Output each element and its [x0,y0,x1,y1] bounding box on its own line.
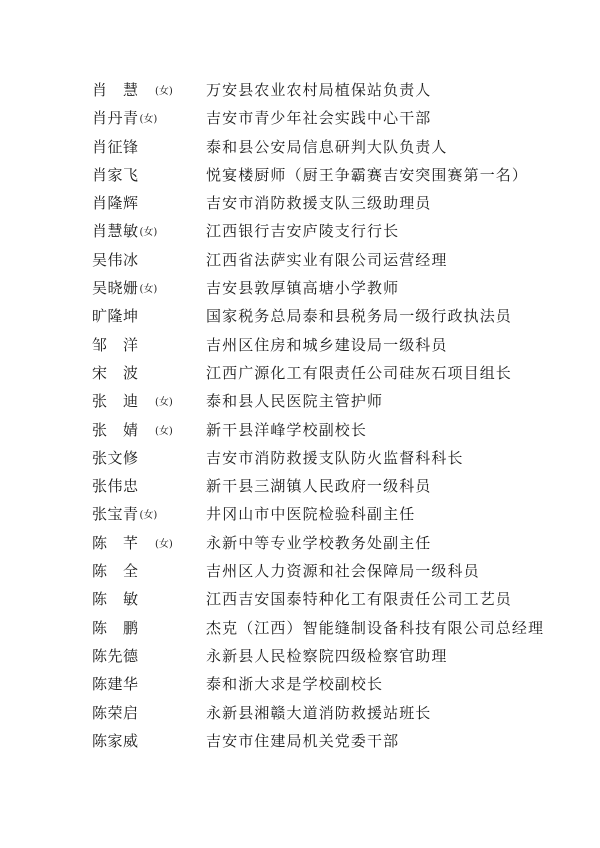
person-title: 江西银行吉安庐陵支行行长 [206,222,400,241]
person-title: 吉州区住房和城乡建设局一级科员 [206,335,448,354]
list-item [92,585,562,613]
person-name-text: 陈鹏 [92,618,155,637]
person-name [92,500,157,530]
list-item [92,727,562,755]
list-item [92,670,562,698]
list-item [92,274,562,302]
person-title: 杰克（江西）智能缝制设备科技有限公司总经理 [206,618,545,637]
person-title: 泰和浙大求是学校副校长 [206,675,384,694]
person-title: 永新中等专业学校教务处副主任 [206,533,432,552]
person-name-text: 邹洋 [92,335,155,354]
person-name-text: 陈芊 [92,533,155,552]
gender-marker: (女) [155,538,173,550]
person-name-text: 肖征锋 [92,137,139,156]
person-name [92,472,139,500]
person-name [92,557,154,585]
list-item [92,416,562,444]
person-name-text: 陈先德 [92,646,139,665]
person-name-text: 张文修 [92,448,139,467]
person-name-text: 宋波 [92,363,155,382]
person-name [92,217,157,247]
list-item [92,529,562,557]
person-title: 新干县三湖镇人民政府一级科员 [206,477,432,496]
person-title: 国家税务总局泰和县税务局一级行政执法员 [206,307,512,326]
list-item [92,642,562,670]
person-name [92,444,139,472]
person-name-text: 肖丹青 [92,109,139,128]
list-item [92,76,562,104]
person-name-text: 陈家威 [92,731,139,750]
person-name [92,699,139,727]
person-name [92,359,154,387]
person-name-text: 肖家飞 [92,165,139,184]
person-name [92,642,139,670]
person-title: 江西广源化工有限责任公司硅灰石项目组长 [206,363,512,382]
person-name [92,614,154,642]
person-title: 吉安市消防救援支队防火监督科科长 [206,448,464,467]
person-title: 悦宴楼厨师（厨王争霸赛吉安突围赛第一名） [206,165,529,184]
person-name-text: 张宝青 [92,505,139,524]
person-name [92,331,154,359]
person-name [92,104,157,134]
list-item [92,472,562,500]
list-item [92,246,562,274]
person-name [92,670,139,698]
person-name [92,161,139,189]
person-name [92,416,173,446]
gender-marker: (女) [155,397,173,409]
person-title: 江西吉安国泰特种化工有限责任公司工艺员 [206,590,512,609]
list-item [92,614,562,642]
person-name [92,387,173,417]
person-name-text: 肖慧敏 [92,222,139,241]
list-item [92,331,562,359]
list-item [92,217,562,245]
person-name [92,585,154,613]
person-name-text: 旷隆坤 [92,307,139,326]
person-title: 吉安市住建局机关党委干部 [206,731,400,750]
person-title: 永新县人民检察院四级检察官助理 [206,646,448,665]
person-title: 吉安县敦厚镇高塘小学教师 [206,279,400,298]
person-name-text: 陈全 [92,562,155,581]
person-name-text: 吴晓姗 [92,279,139,298]
list-item [92,387,562,415]
person-title: 井冈山市中医院检验科副主任 [206,505,416,524]
gender-marker: (女) [155,425,173,437]
person-name [92,529,173,559]
person-name-text: 肖隆辉 [92,194,139,213]
honoree-list [92,76,562,755]
person-title: 泰和县人民医院主管护师 [206,392,384,411]
person-title: 吉州区人力资源和社会保障局一级科员 [206,562,480,581]
person-name [92,727,139,755]
gender-marker: (女) [155,86,173,97]
person-name [92,274,157,304]
person-name-text: 张婧 [92,420,155,439]
person-name-text: 陈荣启 [92,703,139,722]
person-name [92,246,139,274]
list-item [92,444,562,472]
person-name-text: 张迪 [92,392,155,411]
gender-marker: (女) [139,227,158,239]
gender-marker: (女) [139,510,158,522]
list-item [92,189,562,217]
person-name-text: 陈建华 [92,675,139,694]
person-name-text: 张伟忠 [92,477,139,496]
gender-marker: (女) [139,114,158,126]
person-name-text: 吴伟冰 [92,250,139,269]
list-item [92,500,562,528]
person-title: 万安县农业农村局植保站负责人 [206,81,432,99]
list-item [92,699,562,727]
list-item [92,302,562,330]
person-name-text: 陈敏 [92,590,155,609]
list-item [92,133,562,161]
person-name [92,133,139,161]
gender-marker: (女) [139,284,158,296]
person-name-text: 肖慧 [92,81,155,99]
person-title: 新干县洋峰学校副校长 [206,420,368,439]
list-item [92,359,562,387]
list-item [92,161,562,189]
person-title: 永新县湘赣大道消防救援站班长 [206,703,432,722]
list-item [92,104,562,132]
person-name [92,302,139,330]
person-title: 泰和县公安局信息研判大队负责人 [206,137,448,156]
person-title: 吉安市青少年社会实践中心干部 [206,109,432,128]
person-title: 江西省法萨实业有限公司运营经理 [206,250,448,269]
list-item [92,557,562,585]
person-title: 吉安市消防救援支队三级助理员 [206,194,432,213]
person-name [92,189,139,217]
person-name [92,76,173,106]
